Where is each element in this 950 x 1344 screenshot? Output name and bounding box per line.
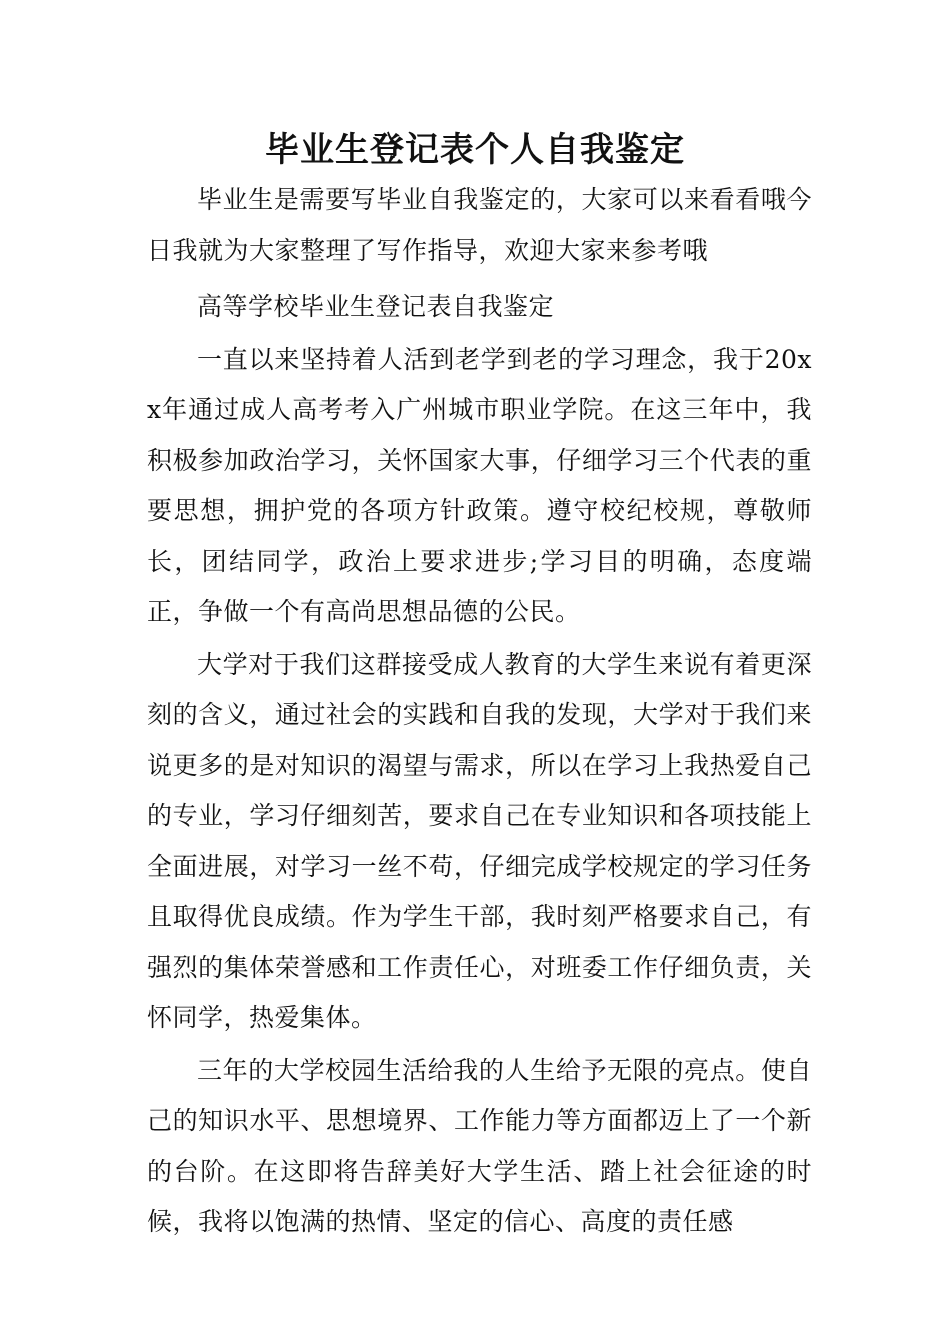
document-body	[147, 175, 812, 1248]
body-paragraph-3: 三年的大学校园生活给我的人生给予无限的亮点。使自己的知识水平、思想境界、工作能力等方面都迈上了一个新的台阶。在这即将告辞美好大学生活、踏上社会征途的时候，我将以饱满的热情、坚定的信心、高度的责任感	[147, 1055, 812, 1236]
body-paragraph-1: 一直以来坚持着人活到老学到老的学习理念，我于20xx年通过成人高考考入广州城市职业学院。在这三年中，我积极参加政治学习，关怀国家大事，仔细学习三个代表的重要思想，拥护党的各项方针政策。遵守校纪校规，尊敬师长，团结同学，政治上要求进步;学习目的明确，态度端正，争做一个有高尚思想品德的公民。	[147, 344, 812, 626]
document-title: 毕业生登记表个人自我鉴定	[265, 130, 685, 170]
section-heading: 高等学校毕业生登记表自我鉴定	[197, 292, 555, 321]
intro-paragraph: 毕业生是需要写毕业自我鉴定的，大家可以来看看哦今日我就为大家整理了写作指导，欢迎大家来参考哦	[147, 185, 812, 265]
body-paragraph-2: 大学对于我们这群接受成人教育的大学生来说有着更深刻的含义，通过社会的实践和自我的发现，大学对于我们来说更多的是对知识的渴望与需求，所以在学习上我热爱自己的专业，学习仔细刻苦，要求自己在专业知识和各项技能上全面进展，对学习一丝不苟，仔细完成学校规定的学习任务且取得优良成绩。作为学生干部，我时刻严格要求自己，有强烈的集体荣誉感和工作责任心，对班委工作仔细负责，关怀同学，热爱集体。	[147, 649, 812, 1032]
